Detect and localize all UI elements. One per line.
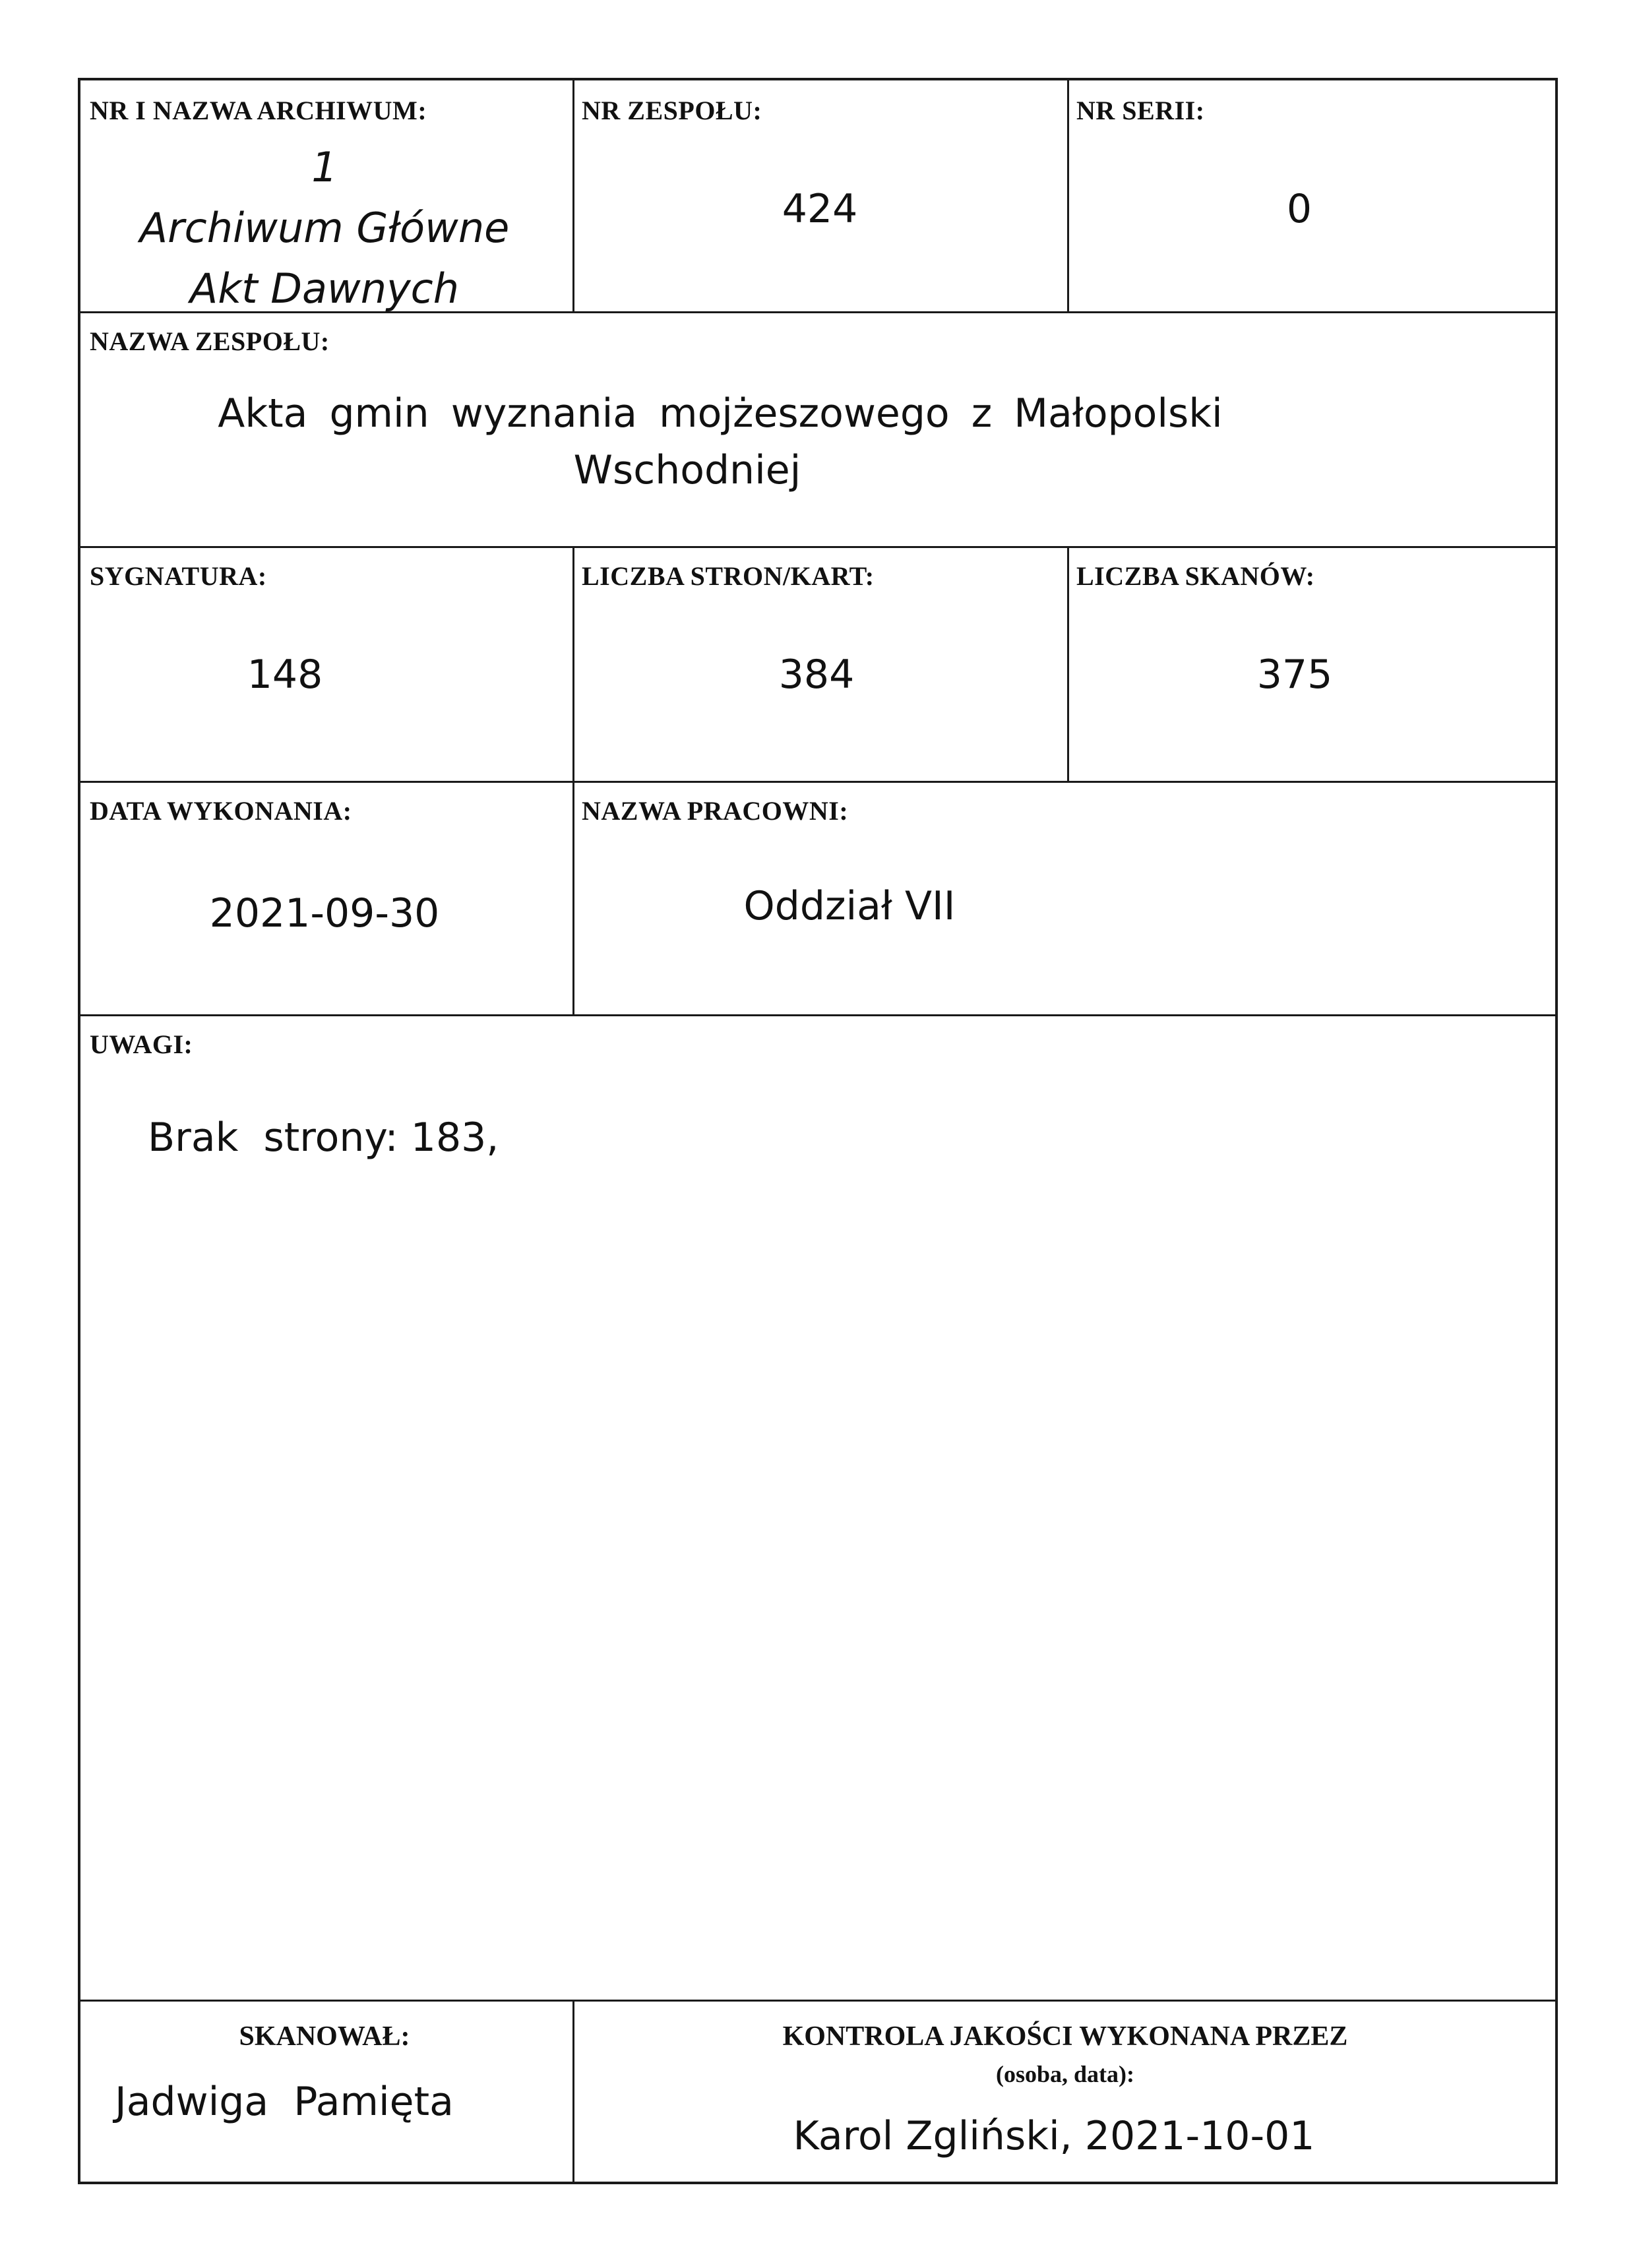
quality-control-cell <box>572 2000 1558 2184</box>
fond-name-line1: Akta gmin wyznania mojżeszowego z Małopolski <box>218 390 1223 437</box>
fond-number-value: 424 <box>782 186 858 232</box>
quality-control-sublabel: (osoba, data): <box>995 2061 1134 2087</box>
scan-count-label: LICZBA SKANÓW: <box>1076 561 1315 591</box>
scan-count-cell <box>1067 546 1558 781</box>
workshop-value: Oddział VII <box>743 883 956 929</box>
quality-control-label: KONTROLA JAKOŚCI WYKONANA PRZEZ <box>782 2021 1348 2052</box>
fond-number-label: NR ZESPOŁU: <box>582 96 762 125</box>
fond-name-line2: Wschodniej <box>573 447 801 493</box>
fond-name-label: NAZWA ZESPOŁU: <box>90 326 330 356</box>
archive-name-line1: Archiwum Główne <box>139 204 510 252</box>
scan-count-value: 375 <box>1256 652 1333 698</box>
archive-number: 1 <box>311 143 338 191</box>
quality-control-value: Karol Zgliński, 2021-10-01 <box>793 2113 1315 2159</box>
series-number-cell <box>1067 80 1558 311</box>
notes-value: Brak strony: 183, <box>148 1115 499 1161</box>
date-made-cell <box>80 781 572 1014</box>
scanned-by-label: SKANOWAŁ: <box>239 2021 410 2052</box>
page-count-label: LICZBA STRON/KART: <box>582 561 875 591</box>
page-count-cell <box>572 546 1067 781</box>
archive-metadata-form <box>78 78 1558 2184</box>
signature-value: 148 <box>247 652 323 698</box>
date-made-label: DATA WYKONANIA: <box>90 796 352 826</box>
notes-label: UWAGI: <box>90 1029 193 1059</box>
archive-label: NR I NAZWA ARCHIWUM: <box>90 96 427 125</box>
archive-name-line2: Akt Dawnych <box>189 264 460 313</box>
signature-label: SYGNATURA: <box>90 561 267 591</box>
workshop-label: NAZWA PRACOWNI: <box>582 796 849 826</box>
scanned-by-value: Jadwiga Pamięta <box>115 2079 454 2125</box>
series-number-value: 0 <box>1286 186 1312 232</box>
archive-cell <box>80 80 572 311</box>
fond-number-cell <box>572 80 1067 311</box>
page-count-value: 384 <box>778 652 855 698</box>
notes-cell <box>80 1014 1558 2000</box>
workshop-cell <box>572 781 1558 1014</box>
archive-value <box>80 137 569 319</box>
series-number-label: NR SERII: <box>1076 96 1205 125</box>
signature-cell <box>80 546 572 781</box>
date-made-value: 2021-09-30 <box>209 890 440 936</box>
scanned-by-cell <box>80 2000 572 2184</box>
fond-name-cell <box>80 311 1558 546</box>
